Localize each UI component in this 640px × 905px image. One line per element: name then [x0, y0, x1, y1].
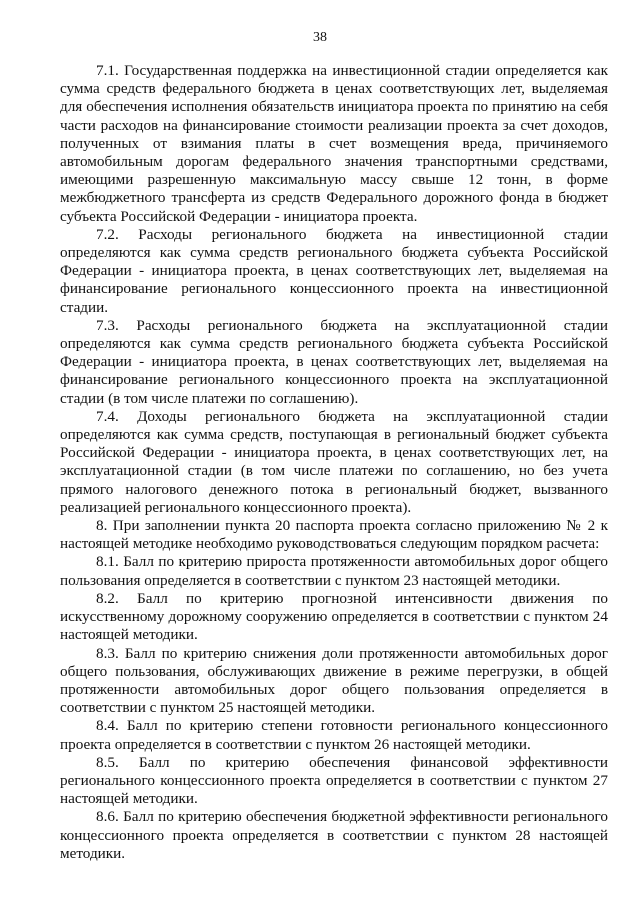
- paragraph-8-5: 8.5. Балл по критерию обеспечения финансовой эффективности регионального концессионного проекта определяется в соответствии с пунктом 27 настоящей методики.: [60, 753, 608, 808]
- page-number: 38: [313, 30, 327, 45]
- document-body: [60, 62, 608, 863]
- paragraph-8-4: 8.4. Балл по критерию степени готовности регионального концессионного проекта определяется в соответствии с пунктом 26 настоящей методики.: [60, 717, 608, 753]
- paragraph-7-1: 7.1. Государственная поддержка на инвестиционной стадии определяется как сумма средств федерального бюджета в ценах соответствующих лет, выделяемая для обеспечения исполнения обязательств инициатора проекта по принятию на себя части расходов на финансирование стоимости реализации проекта за счет доходов, полученных от взимания платы в счет возмещения вреда, причиняемого автомобильным дорогам федерального значения транспортными средствами, имеющими разрешенную максимальную массу свыше 12 тонн, в форме межбюджетного трансферта из средств Федерального дорожного фонда в бюджет субъекта Российской Федерации - инициатора проекта.: [60, 62, 608, 225]
- paragraph-8-1: 8.1. Балл по критерию прироста протяженности автомобильных дорог общего пользования определяется в соответствии с пунктом 23 настоящей методики.: [60, 553, 608, 589]
- paragraph-8-3: 8.3. Балл по критерию снижения доли протяженности автомобильных дорог общего пользования, обслуживающих движение в режиме перегрузки, в общей протяженности автомобильных дорог общего пользования определяется в соответствии с пунктом 25 настоящей методики.: [60, 644, 608, 717]
- paragraph-7-2: 7.2. Расходы регионального бюджета на инвестиционной стадии определяются как сумма средств регионального бюджета субъекта Российской Федерации - инициатора проекта, в ценах соответствующих лет, выделяемая на финансирование регионального концессионного проекта на инвестиционной стадии.: [60, 225, 608, 316]
- paragraph-7-3: 7.3. Расходы регионального бюджета на эксплуатационной стадии определяются как сумма средств регионального бюджета субъекта Российской Федерации - инициатора проекта, в ценах соответствующих лет, выделяемая на финансирование регионального концессионного проекта на эксплуатационной стадии (в том числе платежи по соглашению).: [60, 316, 608, 407]
- paragraph-7-4: 7.4. Доходы регионального бюджета на эксплуатационной стадии определяются как сумма средств, поступающая в региональный бюджет субъекта Российской Федерации - инициатора проекта, в ценах соответствующих лет, на эксплуатационной стадии (в том числе платежи по соглашению, но без учета прямого налогового денежного потока в региональный бюджет, вызванного реализацией регионального концессионного проекта).: [60, 407, 608, 516]
- paragraph-8-6: 8.6. Балл по критерию обеспечения бюджетной эффективности регионального концессионного проекта определяется в соответствии с пунктом 28 настоящей методики.: [60, 808, 608, 862]
- paragraph-8-2: 8.2. Балл по критерию прогнозной интенсивности движения по искусственному дорожному сооружению определяется в соответствии с пунктом 24 настоящей методики.: [60, 589, 608, 644]
- paragraph-8: 8. При заполнении пункта 20 паспорта проекта согласно приложению № 2 к настоящей методике необходимо руководствоваться следующим порядком расчета:: [60, 517, 608, 553]
